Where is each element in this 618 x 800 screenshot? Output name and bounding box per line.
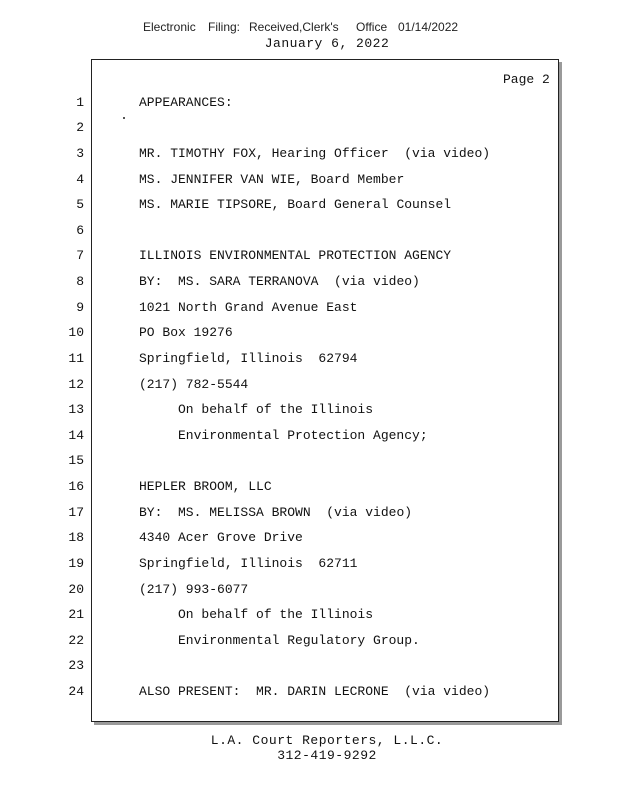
line-text: ALSO PRESENT: MR. DARIN LECRONE (via video) <box>139 684 491 699</box>
filing-word-office: Office <box>356 20 388 34</box>
line-number: 24 <box>68 684 84 699</box>
filing-word-filing: Filing: <box>208 20 241 34</box>
filing-word-received: Received,Clerk's <box>249 20 339 34</box>
transcript-date: January 6, 2022 <box>264 36 390 51</box>
line-text: 4340 Acer Grove Drive <box>139 530 303 545</box>
filing-stamp <box>0 20 618 36</box>
line-number: 19 <box>68 556 84 571</box>
line-number: 17 <box>68 505 84 520</box>
line-number: 14 <box>68 428 84 443</box>
line-number: 2 <box>76 120 84 135</box>
line-text: 1021 North Grand Avenue East <box>139 300 358 315</box>
transcript-line <box>0 607 618 625</box>
transcript-line <box>0 684 618 702</box>
line-text: MS. MARIE TIPSORE, Board General Counsel <box>139 197 452 212</box>
transcript-line <box>0 377 618 395</box>
line-number: 13 <box>68 402 84 417</box>
filing-word-date: 01/14/2022 <box>398 20 459 34</box>
transcript-line <box>0 120 618 138</box>
line-text: BY: MS. SARA TERRANOVA (via video) <box>139 274 420 289</box>
stray-mark <box>123 117 125 119</box>
page-number: Page 2 <box>503 72 550 87</box>
line-number: 22 <box>68 633 84 648</box>
line-number: 20 <box>68 582 84 597</box>
line-text: PO Box 19276 <box>139 325 233 340</box>
transcript-line <box>0 146 618 164</box>
line-number: 5 <box>76 197 84 212</box>
line-text: MS. JENNIFER VAN WIE, Board Member <box>139 172 405 187</box>
transcript-line <box>0 223 618 241</box>
line-number: 18 <box>68 530 84 545</box>
transcript-line <box>0 505 618 523</box>
line-number: 15 <box>68 453 84 468</box>
line-number: 12 <box>68 377 84 392</box>
line-number: 23 <box>68 658 84 673</box>
line-number: 7 <box>76 248 84 263</box>
transcript-line <box>0 453 618 471</box>
line-text: Environmental Regulatory Group. <box>178 633 420 648</box>
transcript-line <box>0 274 618 292</box>
line-text: MR. TIMOTHY FOX, Hearing Officer (via video) <box>139 146 491 161</box>
line-text: APPEARANCES: <box>139 95 233 110</box>
transcript-line <box>0 248 618 266</box>
footer <box>0 733 618 763</box>
line-number: 10 <box>68 325 84 340</box>
line-number: 1 <box>76 95 84 110</box>
transcript-line <box>0 658 618 676</box>
transcript-line <box>0 556 618 574</box>
line-number: 8 <box>76 274 84 289</box>
transcript-line <box>0 428 618 446</box>
line-number: 16 <box>68 479 84 494</box>
line-text: BY: MS. MELISSA BROWN (via video) <box>139 505 413 520</box>
line-text: HEPLER BROOM, LLC <box>139 479 272 494</box>
line-text: On behalf of the Illinois <box>178 402 374 417</box>
line-text: Springfield, Illinois 62794 <box>139 351 358 366</box>
line-text: Springfield, Illinois 62711 <box>139 556 358 571</box>
filing-word-electronic: Electronic <box>143 20 196 34</box>
line-text: Environmental Protection Agency; <box>178 428 428 443</box>
transcript-line <box>0 582 618 600</box>
line-number: 11 <box>68 351 84 366</box>
transcript-line <box>0 325 618 343</box>
transcript-line <box>0 479 618 497</box>
line-number: 3 <box>76 146 84 161</box>
line-text: (217) 993-6077 <box>139 582 249 597</box>
line-text: On behalf of the Illinois <box>178 607 374 622</box>
transcript-line <box>0 197 618 215</box>
transcript-line <box>0 172 618 190</box>
reporter-phone: 312-419-9292 <box>277 748 377 763</box>
line-number: 4 <box>76 172 84 187</box>
line-number: 21 <box>68 607 84 622</box>
transcript-line <box>0 530 618 548</box>
line-number: 9 <box>76 300 84 315</box>
transcript-line <box>0 633 618 651</box>
reporter-name: L.A. Court Reporters, L.L.C. <box>210 733 444 748</box>
line-text: (217) 782-5544 <box>139 377 249 392</box>
transcript-line <box>0 351 618 369</box>
line-text: ILLINOIS ENVIRONMENTAL PROTECTION AGENCY <box>139 248 452 263</box>
transcript-line <box>0 95 618 113</box>
transcript-line <box>0 402 618 420</box>
line-number: 6 <box>76 223 84 238</box>
transcript-line <box>0 300 618 318</box>
